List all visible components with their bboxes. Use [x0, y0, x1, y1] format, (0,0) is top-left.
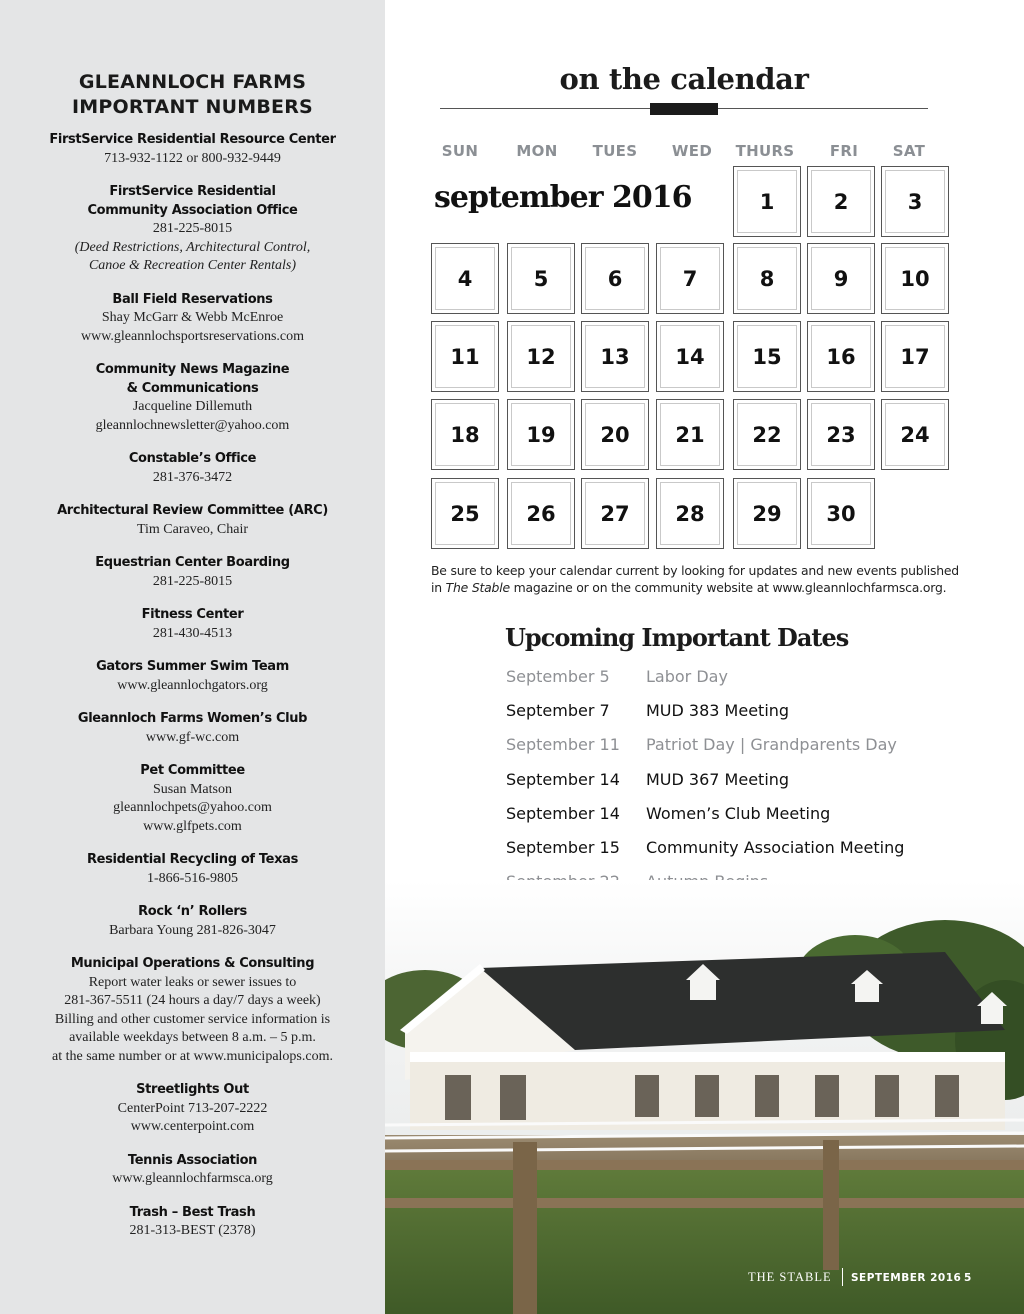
contact-entry: [0, 361, 385, 435]
calendar-day: 14: [656, 321, 724, 392]
weekday-label: THURS: [735, 142, 795, 160]
calendar-day: 27: [581, 478, 649, 549]
stable-photo: [385, 880, 1024, 1314]
contact-detail: Jacqueline Dillemuth: [132, 399, 253, 414]
event-name: MUD 367 Meeting: [646, 769, 790, 789]
contact-detail: Shay McGarr & Webb McEnroe: [101, 310, 284, 325]
contact-list: [0, 131, 385, 1241]
calendar-day: 11: [431, 321, 499, 392]
calendar-day: 2: [807, 166, 875, 237]
event-date: September 5: [506, 667, 610, 686]
contact-heading: Tennis Association: [127, 1152, 258, 1168]
event-name: Community Association Meeting: [646, 838, 905, 857]
note-text: magazine or on the community website at www.gleannlochfarmsca.org.: [509, 580, 947, 595]
contact-detail: www.gleannlochsportsreservations.com: [80, 328, 305, 344]
contact-entry: [0, 450, 385, 487]
calendar-day: 13: [581, 321, 649, 392]
contact-heading: Pet Committee: [140, 763, 245, 778]
calendar-day: 28: [656, 478, 724, 549]
section-header: on the calendar: [559, 62, 809, 96]
calendar-day: 8: [733, 243, 801, 314]
contact-detail: 713-932-1122 or 800-932-9449: [104, 150, 281, 166]
contact-note: (Deed Restrictions, Architectural Control,: [74, 239, 311, 255]
contact-detail: Billing and other customer service information is: [54, 1011, 331, 1027]
contact-heading: FirstService Residential Resource Center: [49, 132, 336, 147]
event-row: [506, 735, 986, 759]
calendar-day: 21: [656, 399, 724, 470]
contact-entry: [0, 291, 385, 347]
contact-entry: [0, 762, 385, 836]
contact-entry: [0, 606, 385, 643]
footer-divider: [842, 1268, 843, 1286]
event-row: [506, 770, 986, 794]
contact-entry: [0, 851, 385, 888]
event-name: Women’s Club Meeting: [646, 803, 831, 823]
note-magazine-name: The Stable: [445, 580, 510, 595]
calendar-day: 19: [507, 399, 575, 470]
contact-detail: at the same number or at www.municipalops.com.: [52, 1048, 333, 1064]
contact-detail: 281-313-BEST (2378): [129, 1223, 256, 1238]
event-row: [506, 804, 986, 828]
calendar-day: 1: [733, 166, 801, 237]
contact-heading: FirstService Residential: [109, 184, 276, 199]
contact-entry: [0, 1081, 385, 1137]
contact-heading: Residential Recycling of Texas: [86, 852, 298, 867]
calendar-day: 3: [881, 166, 949, 237]
contact-heading: Gleannloch Farms Women’s Club: [77, 711, 308, 726]
upcoming-dates-title: Upcoming Important Dates: [505, 623, 849, 652]
contact-detail: 281-376-3472: [152, 469, 233, 485]
calendar-day: 18: [431, 399, 499, 470]
important-numbers-sidebar: [0, 0, 385, 1314]
calendar-day: 9: [807, 243, 875, 314]
contact-detail: 281-367-5511 (24 hours a day/7 days a week): [64, 993, 321, 1008]
event-name: Labor Day: [646, 667, 728, 686]
header-accent-bar: [650, 103, 718, 115]
event-date: September 14: [506, 769, 620, 789]
event-name: MUD 383 Meeting: [646, 701, 790, 721]
contact-heading: Streetlights Out: [136, 1082, 249, 1097]
contact-detail: www.glfpets.com: [143, 818, 242, 834]
event-date: September 11: [506, 735, 620, 755]
event-row: [506, 667, 986, 691]
contact-entry: [0, 131, 385, 168]
calendar-day: 7: [656, 243, 724, 314]
event-row: [506, 838, 986, 862]
contact-detail: gleannlochnewsletter@yahoo.com: [95, 417, 290, 433]
calendar-day: 12: [507, 321, 575, 392]
calendar-day: 5: [507, 243, 575, 314]
calendar-note: [431, 562, 971, 596]
footer-issue: SEPTEMBER 2016: [851, 1272, 962, 1284]
sidebar-title: [33, 70, 353, 120]
calendar-day: 26: [507, 478, 575, 549]
contact-detail: Barbara Young 281-826-3047: [109, 922, 276, 938]
contact-entry: [0, 183, 385, 276]
calendar-day: 24: [881, 399, 949, 470]
calendar-day: 30: [807, 478, 875, 549]
contact-heading: Constable’s Office: [128, 451, 257, 466]
calendar-day: 22: [733, 399, 801, 470]
contact-heading: Rock ‘n’ Rollers: [138, 904, 247, 919]
contact-detail: 281-430-4513: [152, 625, 233, 641]
calendar-day: 17: [881, 321, 949, 392]
contact-note: Canoe & Recreation Center Rentals): [88, 258, 297, 273]
contact-heading: Equestrian Center Boarding: [95, 555, 290, 570]
contact-entry: [0, 903, 385, 940]
contact-detail: Report water leaks or sewer issues to: [88, 974, 297, 990]
contact-detail: CenterPoint 713-207-2222: [117, 1100, 268, 1116]
calendar-day: 15: [733, 321, 801, 392]
note-text: Be sure to keep your calendar current by looking for updates and new events published in: [431, 563, 959, 595]
contact-detail: www.centerpoint.com: [130, 1119, 255, 1134]
sidebar-title-line: IMPORTANT NUMBERS: [72, 96, 313, 118]
footer-page-number: 5: [964, 1272, 972, 1284]
weekday-label: SAT: [892, 142, 926, 160]
calendar-day: 4: [431, 243, 499, 314]
contact-entry: [0, 502, 385, 539]
contact-heading: Ball Field Reservations: [112, 291, 273, 307]
contact-detail: Susan Matson: [153, 781, 232, 797]
calendar-day: 10: [881, 243, 949, 314]
sidebar-title-line: GLEANNLOCH FARMS: [78, 71, 307, 93]
contact-heading: Fitness Center: [141, 607, 244, 622]
footer-magazine-name: THE STABLE: [748, 1270, 832, 1284]
contact-heading: Municipal Operations & Consulting: [70, 956, 315, 971]
contact-heading: Community News Magazine: [95, 362, 290, 377]
calendar-day: 6: [581, 243, 649, 314]
contact-detail: www.gleannlochfarmsca.org: [112, 1171, 273, 1186]
weekday-label: TUES: [592, 142, 638, 160]
contact-entry: [0, 554, 385, 591]
contact-detail: www.gf-wc.com: [145, 729, 240, 745]
weekday-label: WED: [671, 142, 713, 160]
weekday-label: SUN: [441, 142, 479, 160]
contact-detail: 281-225-8015: [152, 221, 233, 236]
event-row: [506, 701, 986, 725]
contact-heading: & Communications: [126, 380, 259, 396]
contact-detail: Tim Caraveo, Chair: [136, 521, 249, 537]
event-date: September 7: [506, 701, 610, 721]
contact-entry: [0, 1152, 385, 1189]
calendar-day: 20: [581, 399, 649, 470]
calendar-day: 16: [807, 321, 875, 392]
contact-detail: gleannlochpets@yahoo.com: [113, 800, 272, 815]
calendar-day: 23: [807, 399, 875, 470]
contact-heading: Gators Summer Swim Team: [96, 659, 289, 674]
contact-detail: 281-225-8015: [152, 573, 233, 589]
contact-detail: www.gleannlochgators.org: [117, 677, 268, 693]
event-name: Patriot Day | Grandparents Day: [646, 735, 897, 755]
calendar-day: 29: [733, 478, 801, 549]
event-date: September 15: [506, 838, 620, 857]
contact-entry: [0, 1204, 385, 1241]
stable-illustration: [385, 880, 1024, 1314]
contact-detail: available weekdays between 8 a.m. – 5 p.m.: [69, 1030, 316, 1045]
contact-heading: Community Association Office: [87, 202, 298, 218]
contact-heading: Architectural Review Committee (ARC): [57, 503, 328, 518]
event-date: September 14: [506, 803, 620, 823]
page-footer: [748, 1268, 988, 1288]
contact-entry: [0, 710, 385, 747]
contact-detail: 1-866-516-9805: [147, 870, 238, 886]
calendar-day: 25: [431, 478, 499, 549]
weekday-label: FRI: [829, 142, 859, 160]
contact-entry: [0, 658, 385, 695]
contact-heading: Trash – Best Trash: [129, 1204, 256, 1220]
month-title: september 2016: [434, 180, 692, 215]
weekday-label: MON: [516, 142, 558, 160]
contact-entry: [0, 955, 385, 1066]
